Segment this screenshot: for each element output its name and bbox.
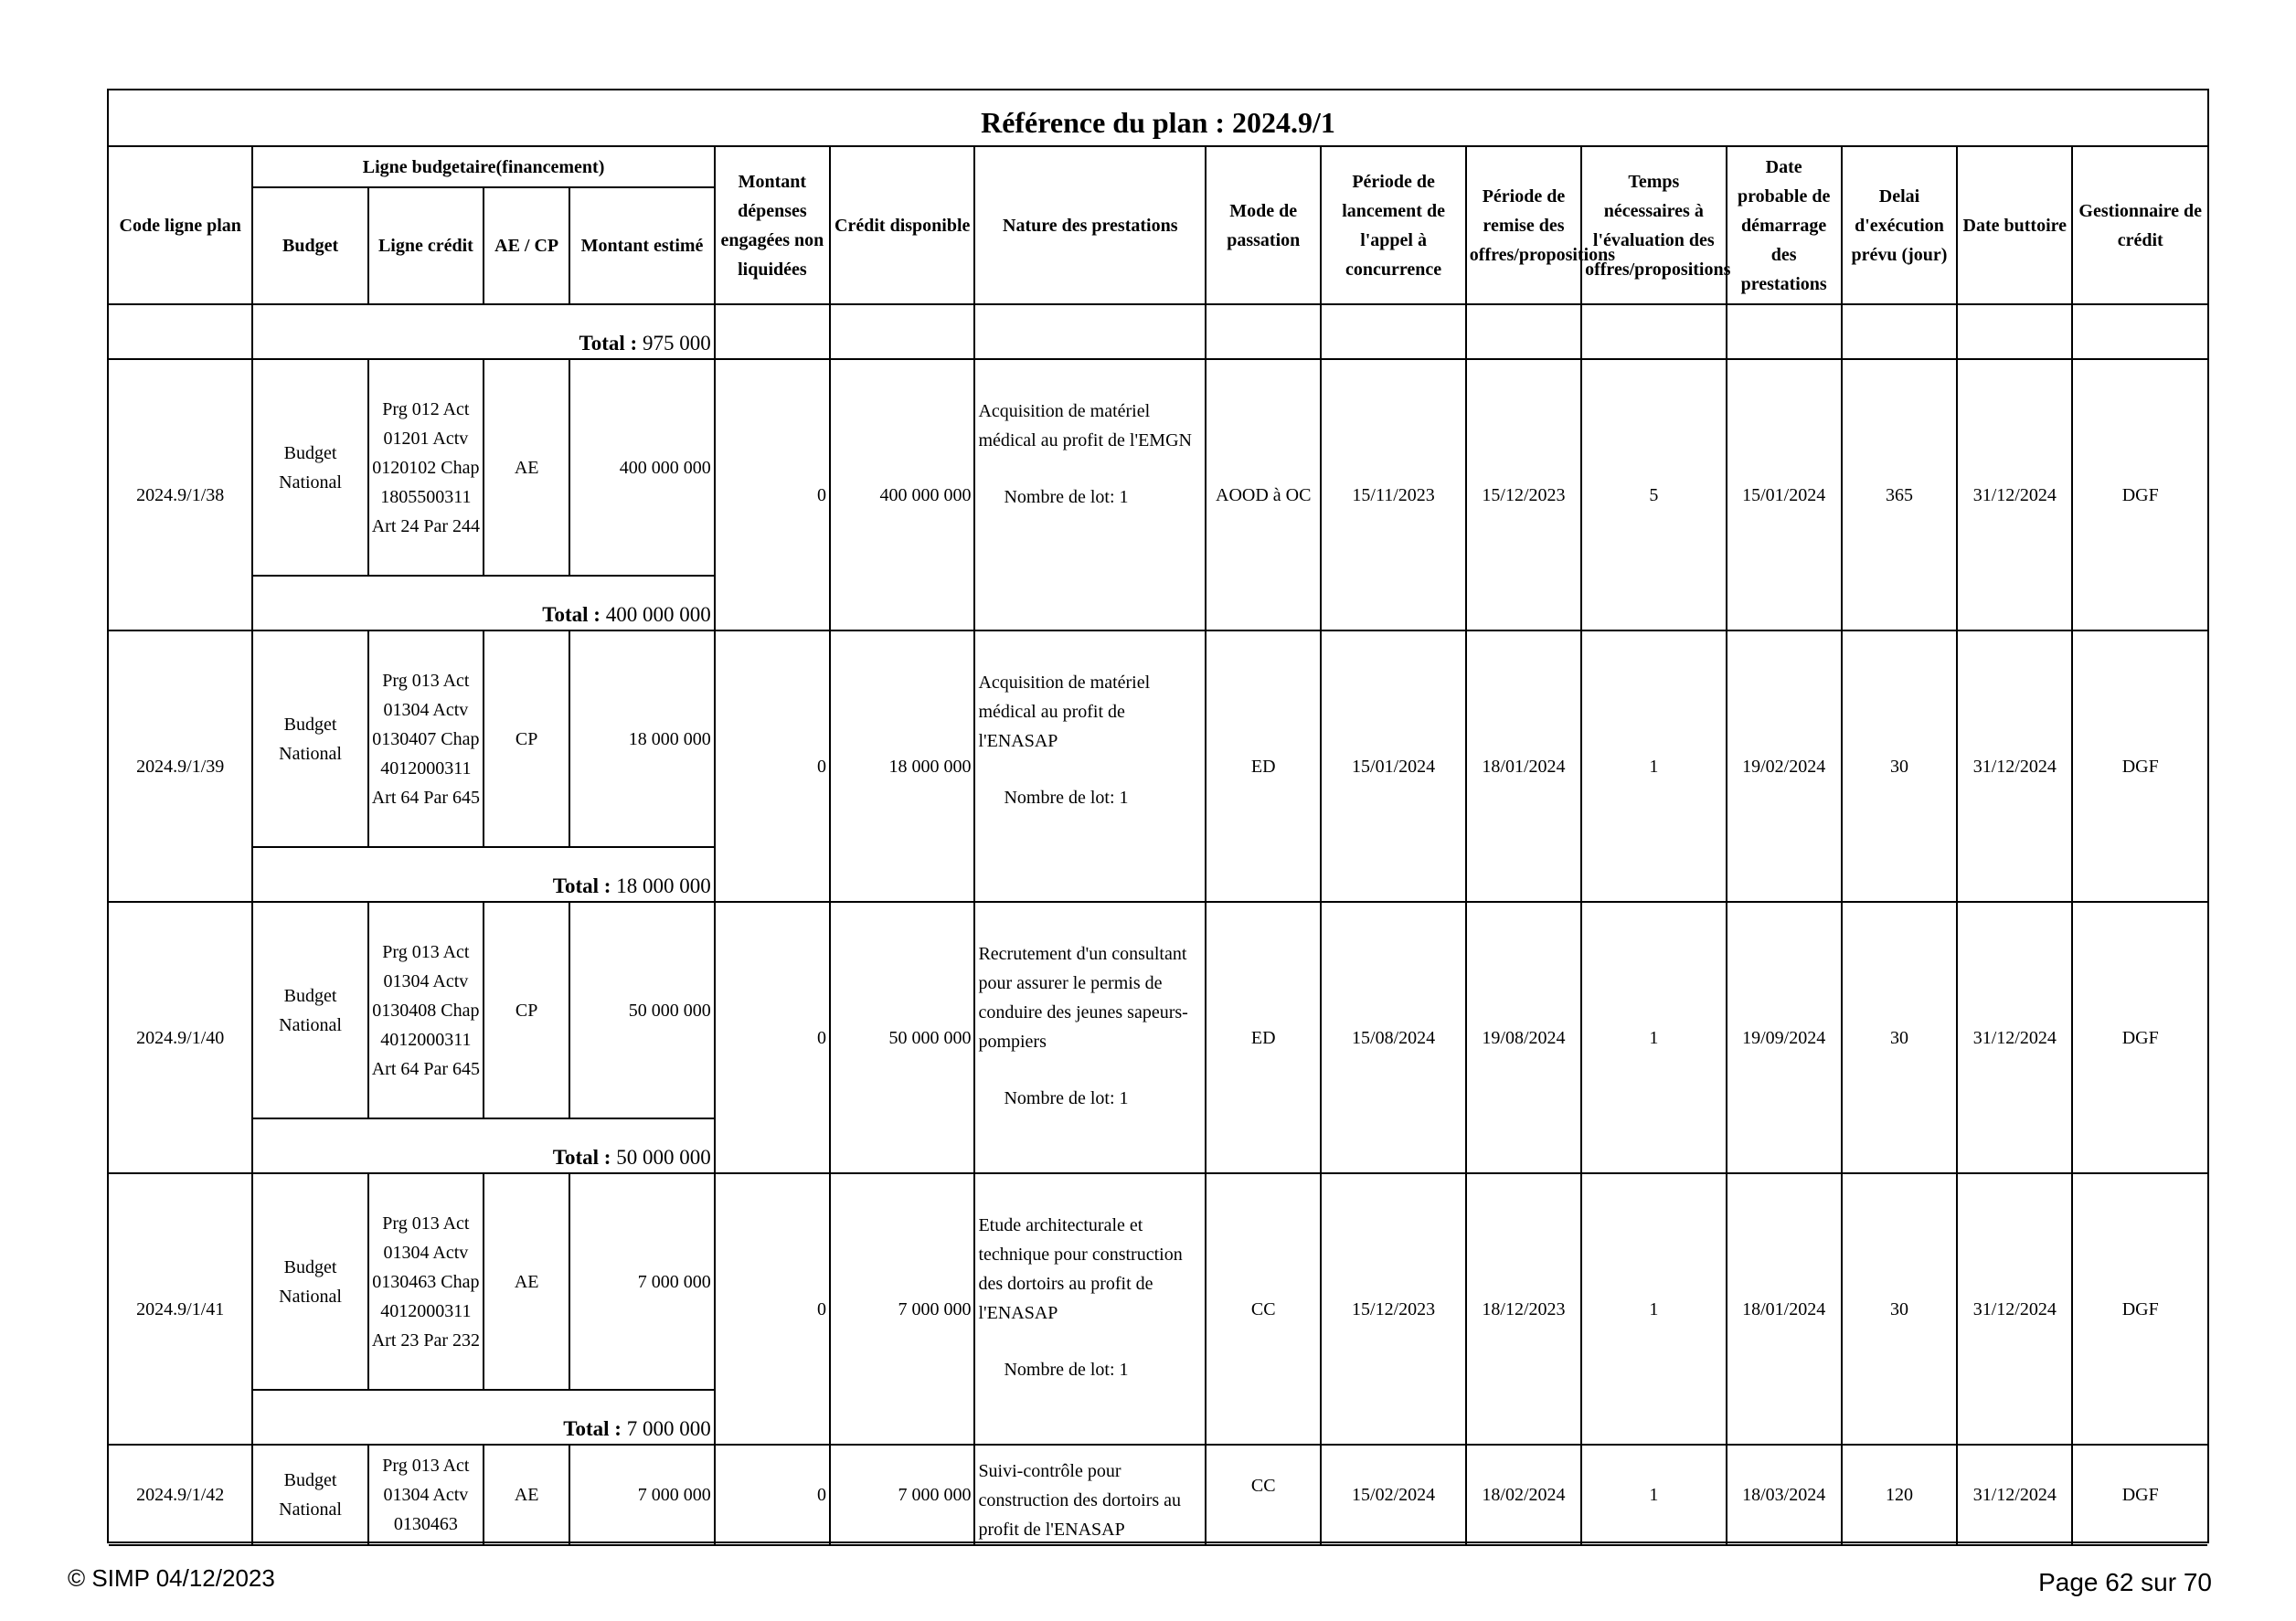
montant-estime-cell: 18 000 000 [569, 630, 714, 847]
buttoir-cell: 31/12/2024 [1957, 1173, 2072, 1445]
lot-count: Nombre de lot: 1 [1004, 788, 1129, 808]
top-total-label: Total : [579, 332, 638, 355]
ligne-credit-cell: Prg 013 Act 01304 Actv 0130407 Chap 4012000311 Art 64 Par 645 [368, 630, 484, 847]
ae-cp-cell: AE [484, 1173, 569, 1390]
montant-estime-cell: 50 000 000 [569, 902, 714, 1118]
remise-cell: 15/12/2023 [1466, 359, 1581, 630]
code-cell: 2024.9/1/42 [109, 1445, 252, 1545]
ae-cp-cell: CP [484, 902, 569, 1118]
montant-estime-cell: 7 000 000 [569, 1173, 714, 1390]
header-montant-depenses: Montant dépenses engagées non liquidées [715, 147, 830, 304]
plan-table [109, 147, 2207, 1546]
ligne-credit-cell: Prg 013 Act 01304 Actv 0130408 Chap 4012000311 Art 64 Par 645 [368, 902, 484, 1118]
credit-disponible-cell: 18 000 000 [830, 630, 974, 902]
remise-cell: 18/01/2024 [1466, 630, 1581, 902]
budget-cell: Budget National [252, 902, 367, 1118]
demarrage-cell: 19/09/2024 [1727, 902, 1842, 1173]
mode-cell: AOOD à OC [1206, 359, 1321, 630]
header-row-1 [109, 147, 2207, 187]
total-label: Total : [552, 874, 611, 897]
lot-count: Nombre de lot: 1 [1004, 1088, 1129, 1108]
header-nature: Nature des prestations [974, 147, 1206, 304]
total-value: 50 000 000 [616, 1146, 711, 1169]
plan-line-row [109, 1173, 2207, 1390]
plan-line-row [109, 1445, 2207, 1545]
total-label: Total : [552, 1146, 611, 1169]
nature-cell [974, 359, 1206, 630]
depenses-cell: 0 [715, 1445, 830, 1545]
budget-cell: Budget National [252, 630, 367, 847]
header-date-demarrage: Date probable de démarrage des prestations [1727, 147, 1842, 304]
depenses-cell: 0 [715, 359, 830, 630]
gestionnaire-cell: DGF [2072, 1173, 2207, 1445]
mode-cell: CC [1206, 1173, 1321, 1445]
delai-cell: 30 [1842, 1173, 1957, 1445]
temps-cell: 1 [1581, 1173, 1726, 1445]
code-cell: 2024.9/1/39 [109, 630, 252, 902]
nature-text: Acquisition de matériel médical au profit de l'ENASAP [978, 673, 1151, 751]
header-periode-remise: Période de remise des offres/propositions [1466, 147, 1581, 304]
temps-cell: 1 [1581, 1445, 1726, 1545]
credit-disponible-cell: 7 000 000 [830, 1445, 974, 1545]
lancement-cell: 15/01/2024 [1321, 630, 1465, 902]
top-total-cell [252, 304, 714, 359]
budget-cell: Budget National [252, 359, 367, 576]
plan-line-row [109, 359, 2207, 576]
lancement-cell: 15/11/2023 [1321, 359, 1465, 630]
header-gestionnaire: Gestionnaire de crédit [2072, 147, 2207, 304]
code-cell: 2024.9/1/40 [109, 902, 252, 1173]
mode-cell: ED [1206, 630, 1321, 902]
header-ligne-budgetaire: Ligne budgetaire(financement) [252, 147, 714, 187]
ae-cp-cell: AE [484, 359, 569, 576]
header-mode: Mode de passation [1206, 147, 1321, 304]
montant-estime-cell: 7 000 000 [569, 1445, 714, 1545]
delai-cell: 30 [1842, 630, 1957, 902]
total-value: 400 000 000 [605, 603, 711, 626]
budget-cell: Budget National [252, 1173, 367, 1390]
temps-cell: 1 [1581, 630, 1726, 902]
gestionnaire-cell: DGF [2072, 902, 2207, 1173]
ligne-credit-cell: Prg 012 Act 01201 Actv 0120102 Chap 1805500311 Art 24 Par 244 [368, 359, 484, 576]
temps-cell: 1 [1581, 902, 1726, 1173]
gestionnaire-cell: DGF [2072, 630, 2207, 902]
header-date-buttoir: Date buttoire [1957, 147, 2072, 304]
nature-text: Etude architecturale et technique pour construction des dortoirs au profit de l'ENASAP [978, 1215, 1183, 1323]
buttoir-cell: 31/12/2024 [1957, 630, 2072, 902]
plan-sheet [107, 89, 2209, 1543]
depenses-cell: 0 [715, 630, 830, 902]
nature-cell [974, 630, 1206, 902]
credit-disponible-cell: 400 000 000 [830, 359, 974, 630]
lancement-cell: 15/12/2023 [1321, 1173, 1465, 1445]
header-delai: Delai d'exécution prévu (jour) [1842, 147, 1957, 304]
header-montant-estime: Montant estimé [569, 187, 714, 304]
ae-cp-cell: CP [484, 630, 569, 847]
header-ligne-credit: Ligne crédit [368, 187, 484, 304]
nature-cell [974, 1173, 1206, 1445]
plan-reference-title: Référence du plan : 2024.9/1 [109, 90, 2207, 147]
top-total-value: 975 000 [642, 332, 711, 355]
demarrage-cell: 15/01/2024 [1727, 359, 1842, 630]
plan-line-row [109, 902, 2207, 1118]
credit-disponible-cell: 7 000 000 [830, 1173, 974, 1445]
header-credit-disponible: Crédit disponible [830, 147, 974, 304]
gestionnaire-cell: DGF [2072, 359, 2207, 630]
total-value: 18 000 000 [616, 874, 711, 897]
ligne-credit-cell: Prg 013 Act 01304 Actv 0130463 [368, 1445, 484, 1545]
delai-cell: 365 [1842, 359, 1957, 630]
nature-cell [974, 902, 1206, 1173]
plan-line-row [109, 630, 2207, 847]
top-total-row [109, 304, 2207, 359]
buttoir-cell: 31/12/2024 [1957, 359, 2072, 630]
lot-count: Nombre de lot: 1 [1004, 1360, 1129, 1380]
mode-cell: ED [1206, 902, 1321, 1173]
code-cell: 2024.9/1/38 [109, 359, 252, 630]
remise-cell: 18/12/2023 [1466, 1173, 1581, 1445]
credit-disponible-cell: 50 000 000 [830, 902, 974, 1173]
line-total-cell [252, 1118, 714, 1173]
header-periode-lancement: Période de lancement de l'appel à concurrence [1321, 147, 1465, 304]
buttoir-cell: 31/12/2024 [1957, 902, 2072, 1173]
total-label: Total : [542, 603, 601, 626]
remise-cell: 18/02/2024 [1466, 1445, 1581, 1545]
line-total-cell [252, 576, 714, 630]
temps-cell: 5 [1581, 359, 1726, 630]
demarrage-cell: 18/01/2024 [1727, 1173, 1842, 1445]
remise-cell: 19/08/2024 [1466, 902, 1581, 1173]
gestionnaire-cell: DGF [2072, 1445, 2207, 1545]
delai-cell: 120 [1842, 1445, 1957, 1545]
buttoir-cell: 31/12/2024 [1957, 1445, 2072, 1545]
lot-count: Nombre de lot: 1 [1004, 487, 1129, 507]
demarrage-cell: 19/02/2024 [1727, 630, 1842, 902]
header-temps: Temps nécessaires à l'évaluation des offres/propositions [1581, 147, 1726, 304]
depenses-cell: 0 [715, 1173, 830, 1445]
nature-cell: Suivi-contrôle pour construction des dortoirs au profit de l'ENASAP [974, 1445, 1206, 1545]
footer-copyright: © SIMP 04/12/2023 [68, 1564, 275, 1592]
nature-text: Acquisition de matériel médical au profit de l'EMGN [978, 401, 1192, 450]
nature-text: Recrutement d'un consultant pour assurer le permis de conduire des jeunes sapeurs-pompiers [978, 944, 1188, 1052]
total-label: Total : [563, 1417, 622, 1440]
demarrage-cell: 18/03/2024 [1727, 1445, 1842, 1545]
ae-cp-cell: AE [484, 1445, 569, 1545]
header-ae-cp: AE / CP [484, 187, 569, 304]
mode-cell: CC [1206, 1445, 1321, 1545]
lancement-cell: 15/08/2024 [1321, 902, 1465, 1173]
lancement-cell: 15/02/2024 [1321, 1445, 1465, 1545]
total-value: 7 000 000 [626, 1417, 711, 1440]
budget-cell: Budget National [252, 1445, 367, 1545]
delai-cell: 30 [1842, 902, 1957, 1173]
header-budget: Budget [252, 187, 367, 304]
code-cell: 2024.9/1/41 [109, 1173, 252, 1445]
line-total-cell [252, 1390, 714, 1445]
montant-estime-cell: 400 000 000 [569, 359, 714, 576]
depenses-cell: 0 [715, 902, 830, 1173]
footer-page-number: Page 62 sur 70 [2038, 1568, 2212, 1596]
line-total-cell [252, 847, 714, 902]
header-code: Code ligne plan [109, 147, 252, 304]
ligne-credit-cell: Prg 013 Act 01304 Actv 0130463 Chap 4012000311 Art 23 Par 232 [368, 1173, 484, 1390]
